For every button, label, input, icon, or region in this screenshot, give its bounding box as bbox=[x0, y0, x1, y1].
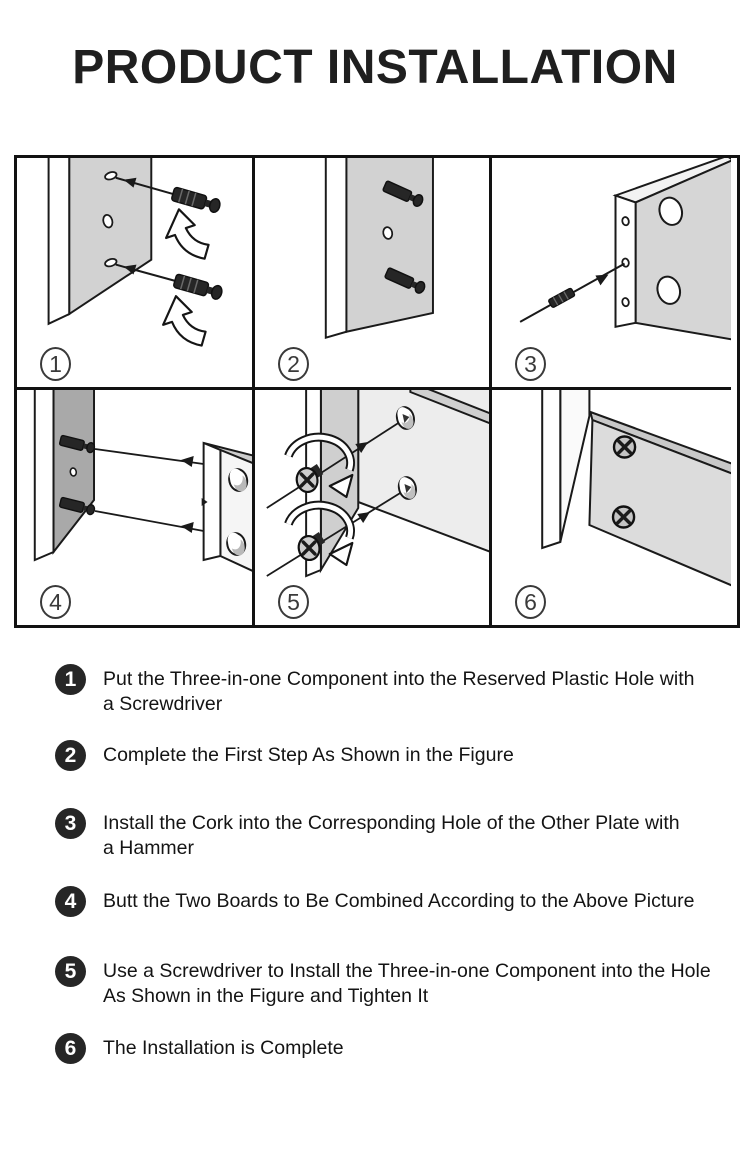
step-text bbox=[103, 811, 680, 860]
push-arrow-icon bbox=[166, 209, 208, 258]
panel-5 bbox=[255, 390, 492, 625]
plate bbox=[616, 158, 731, 340]
step-text-line: Use a Screwdriver to Install the Three-in-one Component into the Hole bbox=[103, 960, 711, 982]
step-text bbox=[103, 743, 514, 768]
panel-number: 6 bbox=[515, 585, 546, 619]
step-text-line: As Shown in the Figure and Tighten It bbox=[103, 984, 429, 1007]
screw bbox=[613, 507, 634, 528]
installation-diagram bbox=[14, 155, 740, 628]
step-text-line: Put the Three-in-one Component into the Reserved Plastic Hole with bbox=[103, 668, 695, 690]
step-text-line: a Hammer bbox=[103, 836, 195, 859]
step-number-badge: 1 bbox=[55, 664, 86, 695]
step-text-line: a Screwdriver bbox=[103, 692, 223, 715]
board bbox=[326, 158, 433, 338]
step-text-line: Butt the Two Boards to Be Combined According to the Above Picture bbox=[103, 890, 695, 912]
board bbox=[35, 390, 94, 560]
step-number-badge: 6 bbox=[55, 1033, 86, 1064]
page-title: PRODUCT INSTALLATION bbox=[72, 41, 678, 94]
panel-number: 1 bbox=[40, 347, 71, 381]
step-text bbox=[103, 889, 695, 914]
panel-2 bbox=[255, 158, 492, 390]
screw bbox=[614, 437, 635, 458]
panel-4 bbox=[17, 390, 255, 625]
step-text bbox=[103, 959, 711, 1008]
panel-1 bbox=[17, 158, 255, 390]
hole bbox=[70, 468, 77, 477]
step-text bbox=[103, 667, 694, 716]
panel-6 bbox=[492, 390, 731, 625]
panel-number: 4 bbox=[40, 585, 71, 619]
cam-bolt bbox=[173, 274, 223, 301]
panel-number: 2 bbox=[278, 347, 309, 381]
instruction-steps bbox=[55, 667, 720, 1064]
panel-number: 3 bbox=[515, 347, 546, 381]
step-3 bbox=[55, 811, 720, 860]
step-text-line: The Installation is Complete bbox=[103, 1037, 344, 1059]
step-text-line: Complete the First Step As Shown in the Figure bbox=[103, 744, 514, 766]
step-6 bbox=[55, 1036, 720, 1064]
step-1 bbox=[55, 667, 720, 716]
step-2 bbox=[55, 743, 720, 771]
arrow-icon bbox=[595, 274, 608, 285]
step-text-line: Install the Cork into the Corresponding Hole of the Other Plate with bbox=[103, 812, 680, 834]
panel-3 bbox=[492, 158, 731, 390]
step-4 bbox=[55, 889, 720, 917]
panel-number: 5 bbox=[278, 585, 309, 619]
push-arrow-icon bbox=[163, 296, 205, 345]
step-number-badge: 3 bbox=[55, 808, 86, 839]
joined-boards bbox=[542, 390, 731, 586]
step-text bbox=[103, 1036, 344, 1061]
cork-dowel bbox=[548, 288, 575, 308]
step-5 bbox=[55, 959, 720, 1008]
step-number-badge: 5 bbox=[55, 956, 86, 987]
plate bbox=[204, 443, 252, 572]
step-number-badge: 2 bbox=[55, 740, 86, 771]
step-number-badge: 4 bbox=[55, 886, 86, 917]
